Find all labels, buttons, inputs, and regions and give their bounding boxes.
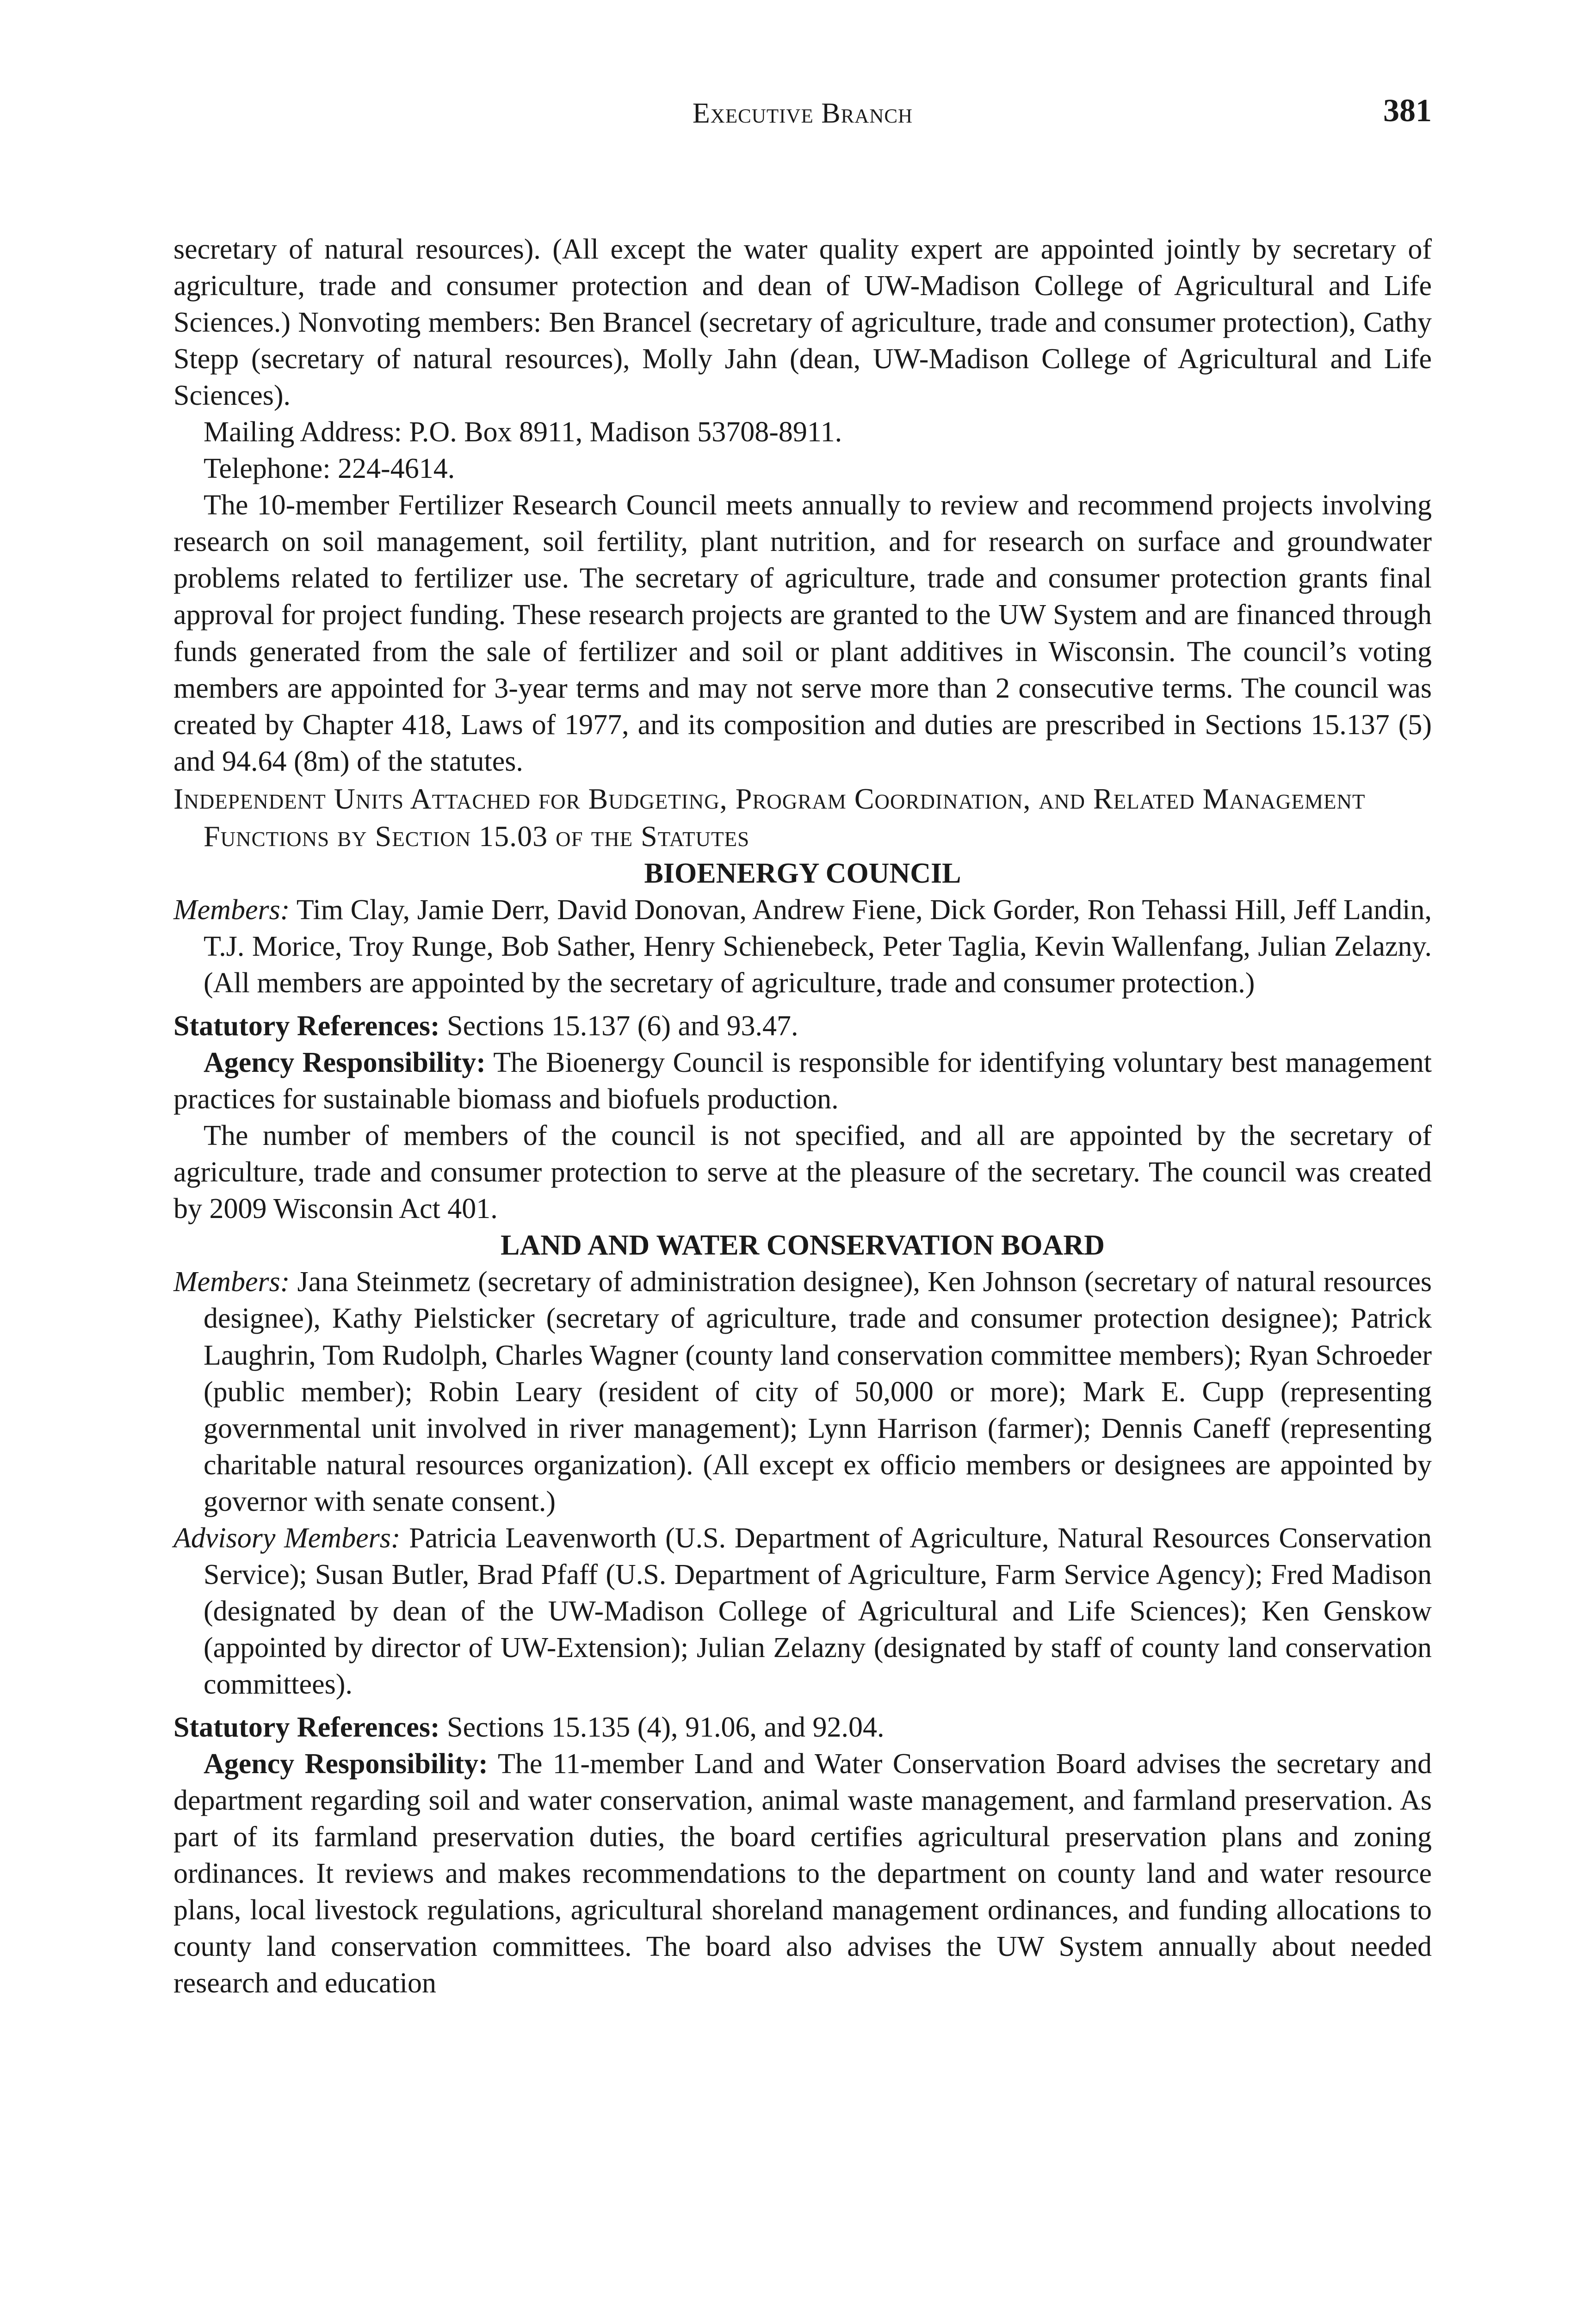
statutory-label: Statutory References: <box>173 1711 440 1743</box>
statutory-label: Statutory References: <box>173 1010 440 1042</box>
agency-text: The Bioenergy Council is responsible for identifying voluntary best management practices for sustainable biomass and biofuels production. <box>173 1047 1432 1115</box>
statutory-text: Sections 15.137 (6) and 93.47. <box>447 1010 798 1042</box>
running-title: Executive Branch <box>692 98 913 129</box>
agency-label: Agency Responsibility: <box>204 1748 488 1780</box>
advisory-label: Advisory Members: <box>173 1522 401 1554</box>
members-list: Jana Steinmetz (secretary of administration designee), Ken Johnson (secretary of natural resources designee), Kathy Pielsticker (secretary of agriculture, trade and consumer protection designee); Patrick Laughrin, Tom Rudolph, Charles Wagner (county land conservation committee members); Ryan Schroeder (public member); Robin Leary (resident of city of 50,000 or more); Mark E. Cupp (representing governmental unit involved in river management); Lynn Harrison (farmer); Dennis Caneff (representing charitable natural resources organization). (All except ex officio members or designees are appointed by governor with senate consent.) <box>204 1266 1432 1517</box>
advisory-list: Patricia Leavenworth (U.S. Department of Agriculture, Natural Resources Conservation Service); Susan Butler, Brad Pfaff (U.S. Department of Agriculture, Farm Service Agency); Fred Madison (designated by dean of the UW-Madison College of Agricultural and Life Sciences); Ken Genskow (appointed by director of UW-Extension); Julian Zelazny (designated by staff of county land conservation committees). <box>204 1522 1432 1700</box>
bioenergy-closing: The number of members of the council is not specified, and all are appointed by the secretary of agriculture, trade and consumer protection to serve at the pleasure of the secretary. The council was created by 2009 Wisconsin Act 401. <box>173 1120 1432 1225</box>
bioenergy-statutory-references <box>173 1008 1432 1045</box>
intro-continuation: secretary of natural resources). (All except the water quality expert are appointed jointly by secretary of agriculture, trade and consumer protection and dean of UW-Madison College of Agricultural and Life Sciences.) Nonvoting members: Ben Brancel (secretary of agriculture, trade and consumer protection), Cathy Stepp (secretary of natural resources), Molly Jahn (dean, UW-Madison College of Agricultural and Life Sciences). <box>173 234 1432 412</box>
members-list: Tim Clay, Jamie Derr, David Donovan, Andrew Fiene, Dick Gorder, Ron Tehassi Hill, Jeff Landin, T.J. Morice, Troy Runge, Bob Sather, Henry Schienebeck, Peter Taglia, Kevin Wallenfang, Julian Zelazny. (All members are appointed by the secretary of agriculture, trade and consumer protection.) <box>204 894 1432 999</box>
land-water-board-heading: LAND AND WATER CONSERVATION BOARD <box>501 1230 1105 1262</box>
section-heading: Independent Units Attached for Budgeting, Program Coordination, and Related Management Functions by Section 15.03 of the Statutes <box>173 782 1366 853</box>
bioenergy-agency-responsibility <box>173 1045 1432 1118</box>
statutory-text: Sections 15.135 (4), 91.06, and 92.04. <box>447 1711 885 1743</box>
bioenergy-council-heading: BIOENERGY COUNCIL <box>644 857 961 889</box>
fertilizer-council-paragraph: The 10-member Fertilizer Research Council meets annually to review and recommend projects involving research on soil management, soil fertility, plant nutrition, and for research on surface and groundwater problems related to fertilizer use. The secretary of agriculture, trade and consumer protection grants final approval for project funding. These research projects are granted to the UW System and are financed through funds generated from the sale of fertilizer and soil or plant additives in Wisconsin. The council’s voting members are appointed for 3-year terms and may not serve more than 2 consecutive terms. The council was created by Chapter 418, Laws of 1977, and its composition and duties are prescribed in Sections 15.137 (5) and 94.64 (8m) of the statutes. <box>173 489 1432 777</box>
agency-text: The 11-member Land and Water Conservation Board advises the secretary and department regarding soil and water conservation, animal waste management, and farmland preservation. As part of its farmland preservation duties, the board certifies agricultural preservation plans and zoning ordinances. It reviews and makes recommendations to the department on county land and water resource plans, local livestock regulations, agricultural shoreland management ordinances, and funding allocations to county land conservation committees. The board also advises the UW System annually about needed research and education <box>173 1748 1432 1999</box>
land-water-statutory-references <box>173 1709 1432 1746</box>
page-number: 381 <box>1383 93 1432 129</box>
page <box>173 79 1432 2002</box>
members-label: Members: <box>173 894 290 926</box>
land-water-members <box>173 1264 1432 1520</box>
agency-label: Agency Responsibility: <box>204 1047 486 1079</box>
body-text <box>173 231 1432 2002</box>
land-water-advisory-members <box>173 1520 1432 1703</box>
land-water-agency-responsibility <box>173 1746 1432 2002</box>
running-head <box>173 79 1432 134</box>
telephone: Telephone: 224-4614. <box>204 453 455 485</box>
members-label: Members: <box>173 1266 290 1298</box>
mailing-address: Mailing Address: P.O. Box 8911, Madison 53708-8911. <box>204 416 842 448</box>
bioenergy-members <box>173 892 1432 1002</box>
